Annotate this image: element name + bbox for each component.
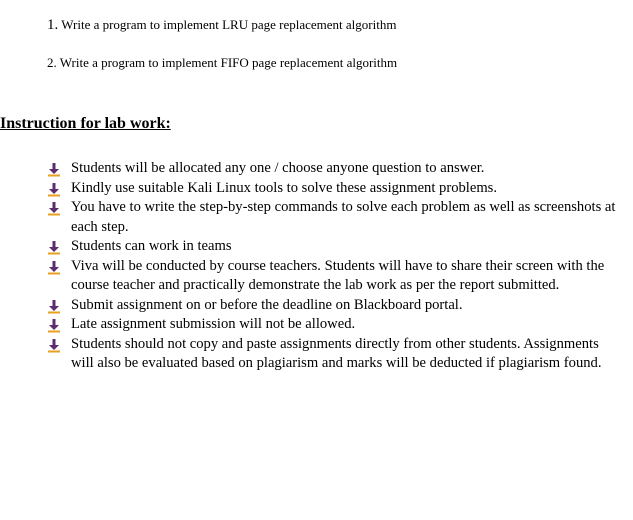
arrow-bullet-icon — [47, 261, 61, 275]
instruction-text: You have to write the step-by-step commands to solve each problem as well as screenshots at each step. — [71, 199, 616, 235]
instruction-text: Students will be allocated any one / choose anyone question to answer. — [71, 160, 485, 176]
arrow-bullet-icon — [47, 202, 61, 216]
instruction-text: Kindly use suitable Kali Linux tools to solve these assignment problems. — [71, 179, 498, 196]
instruction-text: Students should not copy and paste assignments directly from other students. Assignments will also be evaluated based on plagiarism and marks will be deducted if plagiarism found. — [71, 335, 602, 371]
question-1-text: Write a program to implement LRU page replacement algorithm — [61, 17, 397, 32]
instruction-item — [47, 296, 622, 316]
instruction-item — [47, 179, 622, 199]
instruction-item — [47, 198, 622, 237]
instruction-text: Late assignment submission will not be allowed. — [71, 316, 356, 332]
question-1 — [47, 17, 396, 34]
question-1-number: 1. — [47, 17, 59, 33]
instruction-item — [47, 257, 622, 296]
arrow-bullet-icon — [47, 319, 61, 333]
instructions-list — [47, 159, 622, 374]
arrow-bullet-icon — [47, 339, 61, 353]
instruction-item — [47, 159, 622, 179]
instruction-item — [47, 335, 622, 374]
arrow-bullet-icon — [47, 183, 61, 197]
arrow-bullet-icon — [47, 163, 61, 177]
instruction-text: Students can work in teams — [71, 238, 232, 254]
question-2 — [47, 55, 397, 71]
instruction-item — [47, 237, 622, 257]
instruction-text: Viva will be conducted by course teachers. Students will have to share their screen with the course teacher and practically demonstrate the lab work as per the report submitted. — [71, 257, 605, 293]
arrow-bullet-icon — [47, 241, 61, 255]
question-2-number: 2. — [47, 55, 57, 70]
instructions-heading: Instruction for lab work: — [0, 115, 171, 132]
arrow-bullet-icon — [47, 300, 61, 314]
instruction-text: Submit assignment on or before the deadline on Blackboard portal. — [71, 296, 463, 313]
instruction-item — [47, 315, 622, 335]
question-2-text: Write a program to implement FIFO page replacement algorithm — [59, 55, 398, 70]
